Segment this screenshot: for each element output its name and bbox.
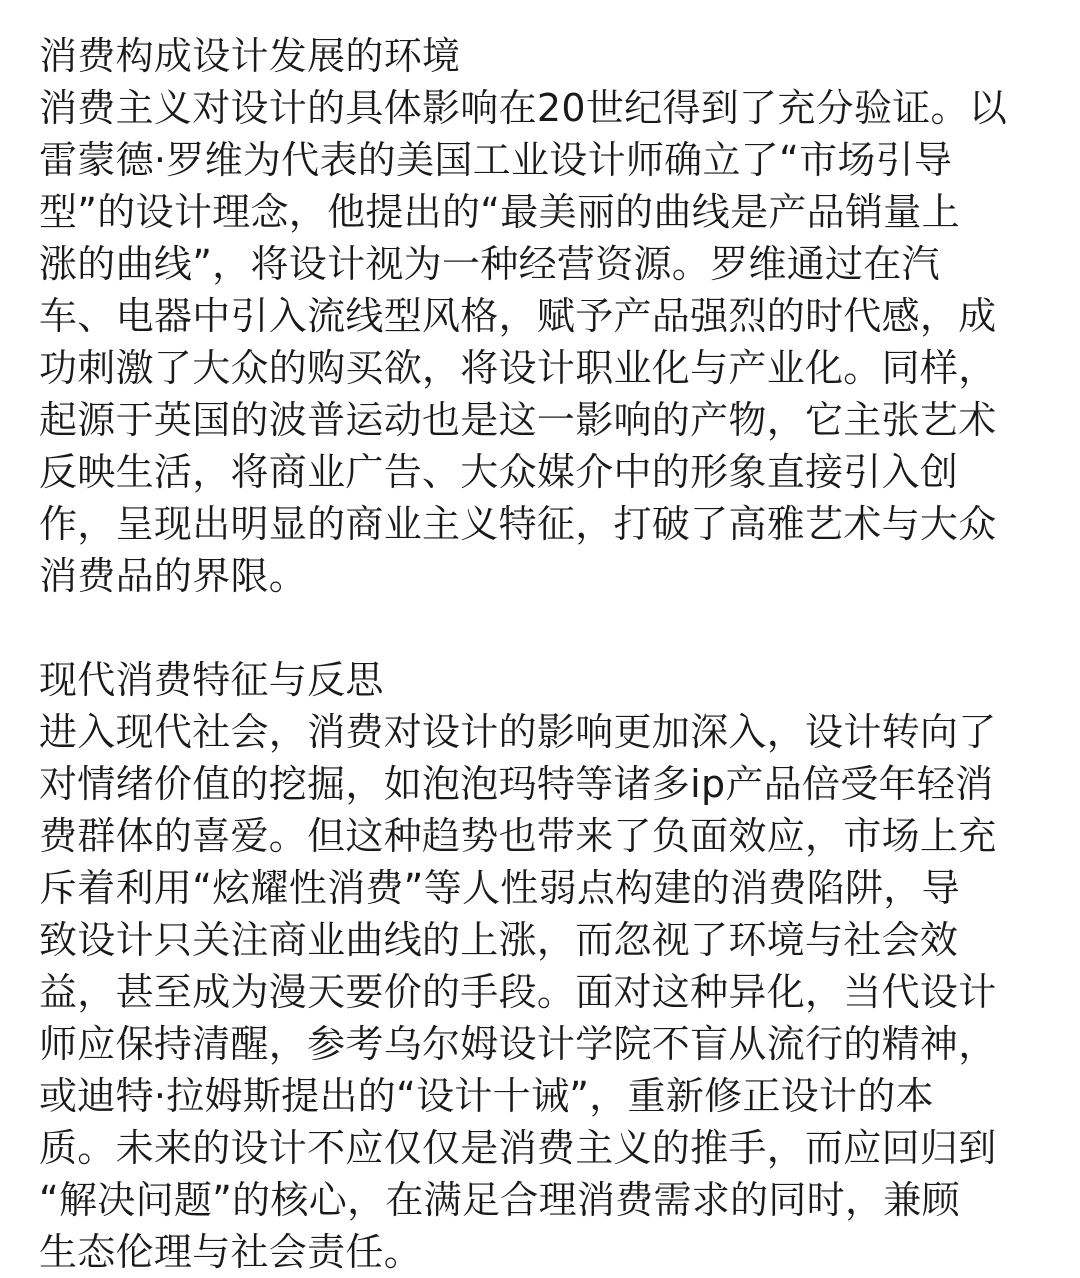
paragraph-line: 生态伦理与社会责任。	[39, 1230, 423, 1274]
section-heading: 消费构成设计发展的环境	[39, 34, 461, 78]
paragraph-line: 消费品的界限。	[39, 554, 308, 598]
section-divider-space	[39, 602, 1049, 654]
paragraph-line: 或迪特·拉姆斯提出的“设计十诫”，重新修正设计的本	[39, 1074, 934, 1118]
section-modern-consumption	[39, 654, 1049, 1278]
article	[39, 30, 1049, 1278]
paragraph-line: 致设计只关注商业曲线的上涨，而忽视了环境与社会效	[39, 918, 959, 962]
paragraph-line: 反映生活，将商业广告、大众媒介中的形象直接引入创	[39, 450, 959, 494]
paragraph-line: 师应保持清醒，参考乌尔姆设计学院不盲从流行的精神，	[39, 1022, 997, 1066]
paragraph-line: 斥着利用“炫耀性消费”等人性弱点构建的消费陷阱，导	[39, 866, 960, 910]
paragraph-line: 益，甚至成为漫天要价的手段。面对这种异化，当代设计	[39, 970, 997, 1014]
paragraph-line: 起源于英国的波普运动也是这一影响的产物，它主张艺术	[39, 398, 997, 442]
paragraph-line: 涨的曲线”，将设计视为一种经营资源。罗维通过在汽	[39, 242, 940, 286]
paragraph-line: 对情绪价值的挖掘，如泡泡玛特等诸多ip产品倍受年轻消	[39, 762, 994, 806]
section-heading: 现代消费特征与反思	[39, 658, 384, 702]
section-consumption-environment	[39, 30, 1049, 602]
paragraph-line: 质。未来的设计不应仅仅是消费主义的推手，而应回归到	[39, 1126, 997, 1170]
paragraph-line: 作，呈现出明显的商业主义特征，打破了高雅艺术与大众	[39, 502, 997, 546]
paragraph-line: 功刺激了大众的购买欲，将设计职业化与产业化。同样，	[39, 346, 997, 390]
paragraph-line: 消费主义对设计的具体影响在20世纪得到了充分验证。以	[39, 86, 1008, 130]
paragraph-line: 型”的设计理念，他提出的“最美丽的曲线是产品销量上	[39, 190, 960, 234]
paragraph-line: 费群体的喜爱。但这种趋势也带来了负面效应，市场上充	[39, 814, 997, 858]
paragraph-line: “解决问题”的核心，在满足合理消费需求的同时，兼顾	[39, 1178, 960, 1222]
paragraph-line: 雷蒙德·罗维为代表的美国工业设计师确立了“市场引导	[39, 138, 953, 182]
paragraph-line: 车、电器中引入流线型风格，赋予产品强烈的时代感，成	[39, 294, 997, 338]
paragraph-line: 进入现代社会，消费对设计的影响更加深入，设计转向了	[39, 710, 997, 754]
